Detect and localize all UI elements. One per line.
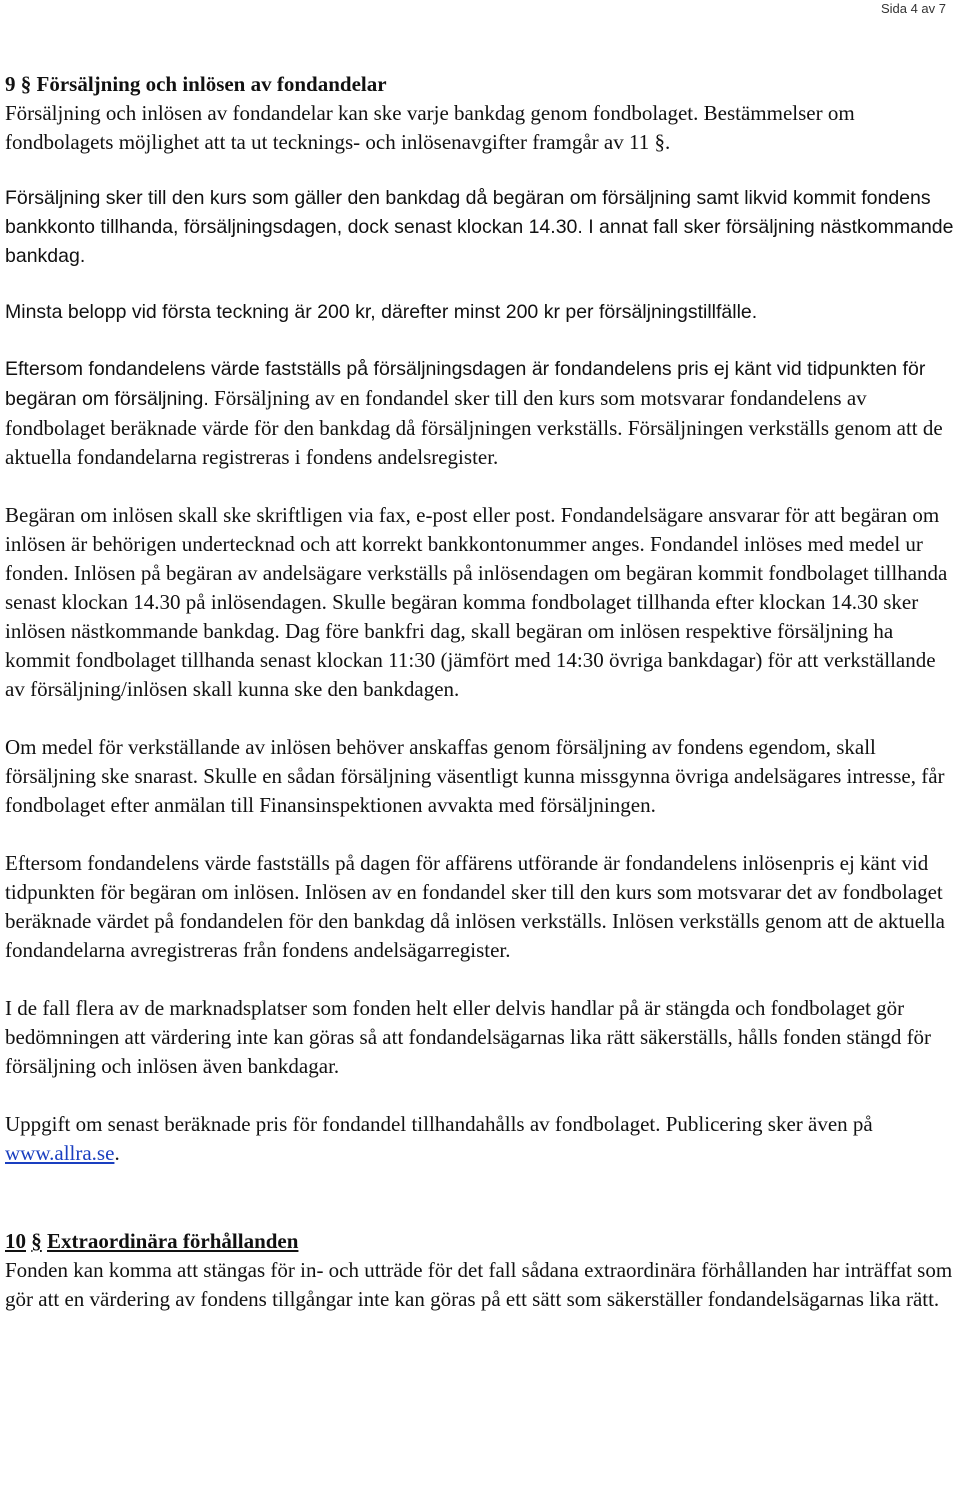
section-number: 10 (5, 1229, 26, 1253)
section-number: 9 (5, 72, 16, 96)
section-title: Extraordinära förhållanden (47, 1229, 299, 1253)
paragraph: Begäran om inlösen skall ske skriftligen via fax, e-post eller post. Fondandelsägare ansvarar för att begäran om inlösen är behörigen undertecknad och att korrekt bankkontonummer anges. Fondandel inlöses med medel ur fonden. Inlösen på begäran av andelsägare verkställs på inlösendagen om begäran kommit fondbolaget tillhanda senast klockan 14.30 på inlösendagen. Skulle begäran komma fondbolaget tillhanda efter klockan 14.30 sker inlösen nästkommande bankdag. Dag före bankfri dag, skall begäran om inlösen respektive försäljning ha kommit fondbolaget tillhanda senast klockan 11:30 (jämfört med 14:30 övriga bankdagar) för att verkställande av försäljning/inlösen skall kunna ske den bankdagen. (5, 503, 948, 701)
section-heading-9 (5, 70, 955, 99)
paragraph: Försäljning och inlösen av fondandelar kan ske varje bankdag genom fondbolaget. Bestämmelser om fondbolagets möjlighet att ta ut tecknings- och inlösenavgifter framgår av 11 §. (5, 101, 855, 154)
paragraph-part: Eftersom fondandelens värde fastställs på försäljningsdagen är fondandelens pris ej känt vid tidpunkten för begäran om försäljning. (5, 358, 926, 410)
paragraph: I de fall flera av de marknadsplatser som fonden helt eller delvis handlar på är stängda och fondbolaget gör bedömningen att värdering inte kan göras så att fondandelsägarnas lika rätt säkerställs, hålls fonden stängd för försäljning och inlösen även bankdagar. (5, 996, 932, 1078)
section-title: Försäljning och inlösen av fondandelar (36, 72, 387, 96)
paragraph: Om medel för verkställande av inlösen behöver anskaffas genom försäljning av fondens egendom, skall försäljning ske snarast. Skulle en sådan försäljning väsentligt kunna missgynna övriga andelsägares intresse, får fondbolaget efter anmälan till Finansinspektionen avvakta med försäljningen. (5, 735, 945, 817)
paragraph-part: Försäljning av en fondandel sker till den kurs som motsvarar fondandelens av fondbolaget beräknade värde för den bankdag då försäljningen verkställs. Försäljningen verkställs genom att de aktuella fondandelarna registreras i fondens andelsregister. (5, 386, 943, 469)
paragraph: Försäljning sker till den kurs som gäller den bankdag då begäran om försäljning samt likvid kommit fondens bankkonto tillhanda, försäljningsdagen, dock senast klockan 14.30. I annat fall sker försäljning nästkommande bankdag. (5, 187, 954, 267)
paragraph: Fonden kan komma att stängas för in- och utträde för det fall sådana extraordinära förhållanden har inträffat som gör att en värdering av fondens tillgångar inte kan göras på ett sätt som säkerställer fondandelsägarnas lika rätt. (5, 1258, 953, 1311)
paragraph-part: Uppgift om senast beräknade pris för fondandel tillhandahålls av fondbolaget. Publicering sker även på (5, 1112, 873, 1136)
section-symbol: § (31, 1229, 42, 1253)
paragraph (5, 354, 955, 472)
paragraph (5, 1110, 955, 1168)
paragraph-part: . (114, 1141, 120, 1165)
paragraph: Minsta belopp vid första teckning är 200 kr, därefter minst 200 kr per försäljningstillfälle. (5, 301, 758, 323)
document-body (5, 70, 955, 1314)
paragraph: Eftersom fondandelens värde fastställs på dagen för affärens utförande är fondandelens inlösenpris ej känt vid tidpunkten för begäran om inlösen. Inlösen av en fondandel sker till den kurs som motsvarar det av fondbolaget beräknade värdet på fondandelen för den bankdag då inlösen verkställs. Inlösen verkställs genom att de aktuella fondandelarna avregistreras från fondens andelsägarregister. (5, 851, 946, 962)
section-symbol: § (20, 72, 32, 96)
website-link[interactable]: www.allra.se (5, 1141, 115, 1165)
page-indicator: Sida 4 av 7 (880, 1, 946, 16)
section-heading-10 (5, 1227, 955, 1256)
